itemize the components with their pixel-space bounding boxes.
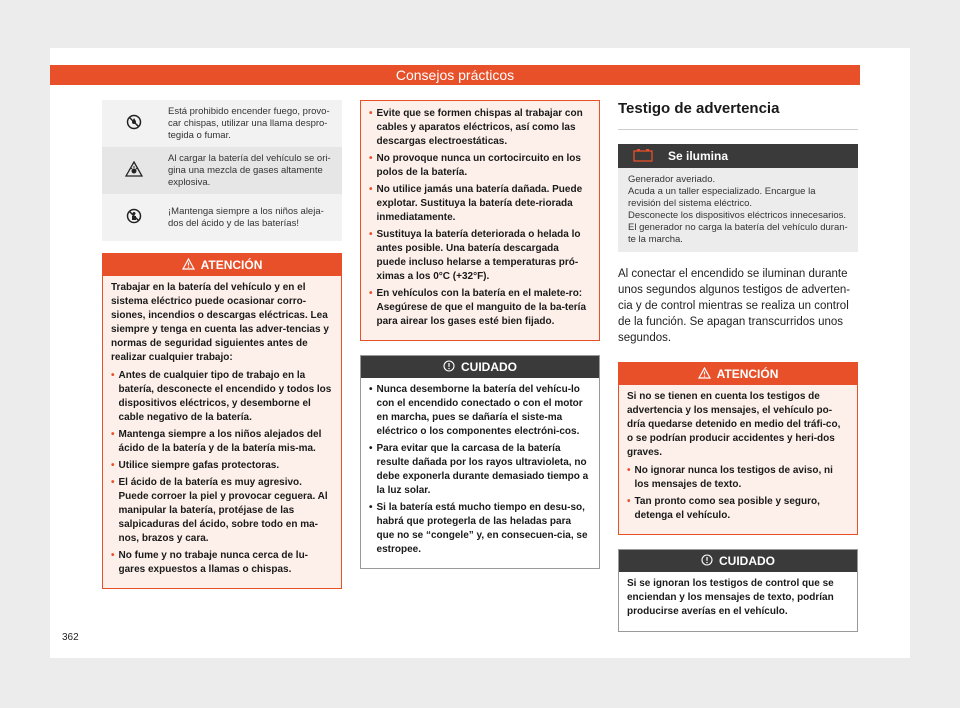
list-item: • No ignorar nunca los testigos de aviso, ni los mensajes de texto. xyxy=(627,465,833,490)
column-2 xyxy=(360,100,600,569)
warning-body xyxy=(619,385,857,534)
caution-title: CUIDADO xyxy=(719,554,775,568)
warning-box xyxy=(102,253,342,589)
warning-body xyxy=(103,276,341,588)
warning-continuation-box xyxy=(360,100,600,341)
list-item: • Nunca desemborne la batería del vehícu-lo con el encendido conectado o con el motor en marcha, pues se dañaría el siste-ma eléctrico o los componentes electróni-cos. xyxy=(369,384,583,437)
list-item: • Evite que se formen chispas al trabajar con cables y aparatos eléctricos, así como las descargas electroestáticas. xyxy=(369,108,583,147)
warning-intro: Trabajar en la batería del vehículo y en el sistema eléctrico puede ocasionar corro-siones, incendios o descargas eléctricas. Lea siempre y tenga en cuenta las adver-tencias y normas de seguridad siguientes antes de realizar cualquier trabajo: xyxy=(111,282,329,363)
list-item: • Si la batería está mucho tiempo en desu-so, habrá que protegerla de las heladas para que no se “congele” y, en consecuen-cia, se estropee. xyxy=(369,502,588,555)
table-cell: Está prohibido encender fuego, provo-car chispas, utilizar una llama despro-tegida o fumar. xyxy=(168,105,330,141)
battery-icon xyxy=(618,148,668,165)
list-item: • El ácido de la batería es muy agresivo. Puede corroer la piel y provocar ceguera. Al manipular la batería, protéjase de las salpicaduras del ácido, sobre todo en ma-nos, brazos y cara. xyxy=(111,477,328,544)
caution-body xyxy=(361,378,599,568)
caution-body xyxy=(619,572,857,631)
list-item: • En vehículos con la batería en el malete-ro: Asegúrese de que el manguito de la ba-tería para airear los gases esté bien fijado. xyxy=(369,288,587,327)
caution-header xyxy=(361,356,599,378)
warning-triangle-icon xyxy=(182,258,195,273)
list-item: • Antes de cualquier tipo de trabajo en la batería, desconecte el encendido y todos los dispositivos eléctricos, y desemborne el cable negativo de la batería. xyxy=(111,370,332,423)
table-row xyxy=(102,147,342,194)
list-item: • No provoque nunca un cortocircuito en los polos de la batería. xyxy=(369,153,581,178)
list-item: • No utilice jamás una batería dañada. Puede explotar. Sustituya la batería dete-riorada inmediatamente. xyxy=(369,184,583,223)
description-paragraph: Al conectar el encendido se iluminan durante unos segundos algunos testigos de adverten-cia y de control mientras se realiza un control de la función. Se apagan transcurridos unos segundos. xyxy=(618,268,851,344)
safety-table xyxy=(102,100,342,241)
warning-triangle-icon xyxy=(698,367,711,382)
table-cell: Al cargar la batería del vehículo se ori-gina una mezcla de gases altamente explosiva. xyxy=(168,152,331,188)
keep-children-away-icon xyxy=(102,194,166,241)
list-item: • No fume y no trabaje nunca cerca de lu-gares expuestos a llamas o chispas. xyxy=(111,550,309,575)
warning-header xyxy=(103,254,341,276)
divider xyxy=(618,129,858,130)
column-1 xyxy=(102,100,342,589)
list-item: • Sustituya la batería deteriorada o helada lo antes posible. Una batería descargada puede incluso helarse a temperaturas pró-ximas a los 0°C (+32°F). xyxy=(369,229,581,282)
list-item: • Utilice siempre gafas protectoras. xyxy=(111,460,280,471)
page-header: Consejos prácticos xyxy=(50,65,860,85)
table-row xyxy=(102,194,342,241)
list-item: • Tan pronto como sea posible y seguro, detenga el vehículo. xyxy=(627,496,820,521)
warning-header xyxy=(619,363,857,385)
caution-title: CUIDADO xyxy=(461,360,517,374)
info-circle-icon xyxy=(701,554,713,569)
list-item: • Mantenga siempre a los niños alejados del ácido de la batería y de la batería mis-ma. xyxy=(111,429,322,454)
caution-box xyxy=(618,549,858,632)
column-3 xyxy=(618,100,858,632)
warning-title: ATENCIÓN xyxy=(200,258,263,272)
table-row xyxy=(102,100,342,147)
section-title: Testigo de advertencia xyxy=(618,100,780,117)
info-circle-icon xyxy=(443,360,455,375)
warning-intro: Si no se tienen en cuenta los testigos de advertencia y los mensajes, el vehículo po-dría quedarse detenido en medio del tráfi-co, o se podrían producir accidentes y heri-dos graves. xyxy=(627,391,841,458)
no-fire-icon xyxy=(102,100,166,147)
warning-box xyxy=(618,362,858,535)
table-cell: ¡Mantenga siempre a los niños aleja-dos del ácido y de las baterías! xyxy=(168,205,324,229)
caution-box xyxy=(360,355,600,569)
caution-header xyxy=(619,550,857,572)
lamp-header xyxy=(618,144,858,168)
lamp-body: Generador averiado. Acuda a un taller especializado. Encargue la revisión del sistema eléctrico. Desconecte los dispositivos eléctricos innecesarios. El generador no carga la batería del vehículo duran-te la marcha. xyxy=(618,168,858,252)
caution-text: Si se ignoran los testigos de control que se enciendan y los mensajes de texto, podrían producirse averías en el vehículo. xyxy=(627,578,834,617)
lamp-state: Se ilumina xyxy=(668,149,729,163)
warning-continuation-body xyxy=(361,101,599,340)
list-item: • Para evitar que la carcasa de la batería resulte dañada por los rayos ultravioleta, no debe exponerla durante demasiado tiempo a la luz solar. xyxy=(369,443,589,496)
warning-title: ATENCIÓN xyxy=(716,367,779,381)
page-number: 362 xyxy=(62,632,79,643)
explosive-warning-icon xyxy=(102,147,166,194)
